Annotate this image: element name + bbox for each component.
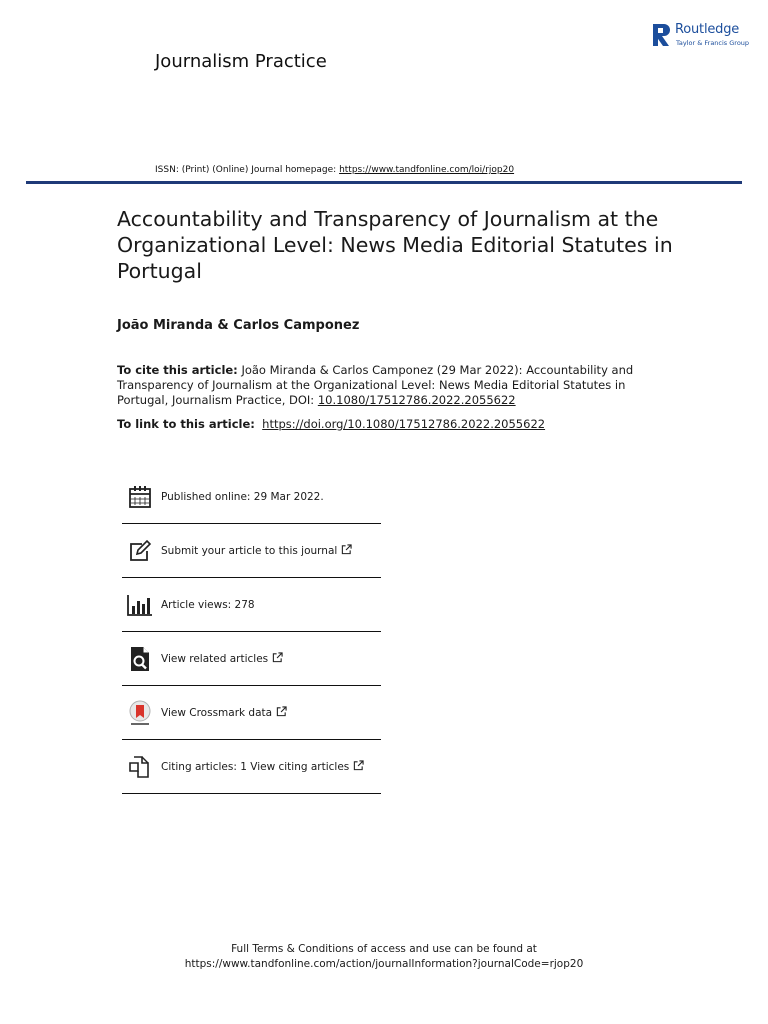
published-online-text: Published online: 29 Mar 2022. <box>161 490 324 503</box>
publisher-logo[interactable] <box>651 20 751 50</box>
footer-line-1: Full Terms & Conditions of access and use can be found at <box>231 943 537 955</box>
external-link-icon <box>276 706 287 717</box>
calendar-icon <box>127 484 153 510</box>
article-link-block <box>117 417 545 431</box>
issn-text: ISSN: (Print) (Online) Journal homepage: <box>155 165 340 175</box>
article-info-box <box>122 470 381 794</box>
search-document-icon <box>127 646 153 672</box>
related-articles-row[interactable] <box>122 632 381 686</box>
external-link-icon <box>272 652 283 663</box>
article-authors: João Miranda & Carlos Camponez <box>117 318 360 333</box>
published-online-row <box>122 470 381 524</box>
issn-line <box>155 165 514 175</box>
citation-text: João Miranda & Carlos Camponez (29 Mar 2022): Accountability and Transparency of Journalism at the Organizational Level: News Media Editorial Statutes in Portugal, Journalism Practice, DOI: <box>117 363 634 407</box>
article-views-row <box>122 578 381 632</box>
external-link-icon <box>341 544 352 555</box>
article-views-text: Article views: 278 <box>161 598 255 611</box>
publisher-name: Routledge <box>675 22 740 37</box>
crossmark-icon <box>127 700 153 726</box>
article-title: Accountability and Transparency of Journalism at the Organizational Level: News Media Editorial Statutes in Portugal <box>117 207 673 283</box>
footer-terms-link[interactable]: https://www.tandfonline.com/action/journalInformation?journalCode=rjop20 <box>184 958 584 970</box>
article-doi-url-link[interactable]: https://doi.org/10.1080/17512786.2022.2055622 <box>262 417 546 431</box>
bar-chart-icon <box>127 592 153 618</box>
crossmark-link[interactable]: View Crossmark data <box>161 707 273 719</box>
related-articles-link[interactable]: View related articles <box>161 653 269 665</box>
external-link-icon <box>353 760 364 771</box>
publisher-group: Taylor & Francis Group <box>676 39 750 47</box>
citation-label: To cite this article: <box>117 363 238 377</box>
crossmark-row[interactable] <box>122 686 381 740</box>
link-label: To link to this article: <box>117 417 255 431</box>
citing-articles-link[interactable]: Citing articles: 1 View citing articles <box>161 761 350 773</box>
citation-block <box>117 363 637 408</box>
citation-doi-link[interactable]: 10.1080/17512786.2022.2055622 <box>317 393 516 407</box>
edit-icon <box>127 538 153 564</box>
citing-articles-row[interactable] <box>122 740 381 794</box>
citing-articles-icon <box>127 754 153 780</box>
header-divider <box>26 181 742 184</box>
routledge-logo-icon <box>651 22 673 48</box>
footer-terms <box>0 942 768 972</box>
submit-article-link[interactable]: Submit your article to this journal <box>161 545 338 557</box>
submit-article-row[interactable] <box>122 524 381 578</box>
journal-homepage-link[interactable]: https://www.tandfonline.com/loi/rjop20 <box>339 165 515 175</box>
journal-title: Journalism Practice <box>155 51 327 72</box>
